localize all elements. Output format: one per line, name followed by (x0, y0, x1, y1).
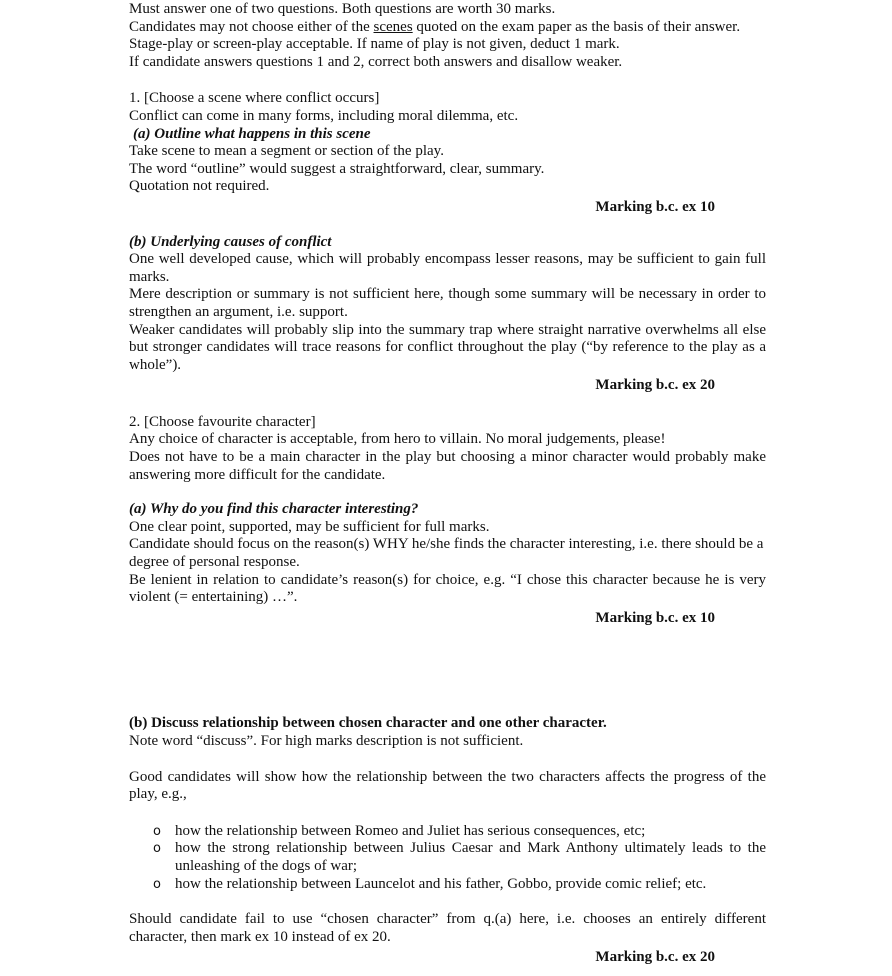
instruction-line: Stage-play or screen-play acceptable. If name of play is not given, deduct 1 mark. (129, 36, 620, 53)
instruction-line: Candidates may not choose either of the scenes quoted on the exam paper as the basis of their answer. (129, 18, 741, 35)
guidance-para: One well developed cause, which will probably encompass lesser reasons, may be sufficient to gain full marks. (129, 251, 766, 285)
examples-list (129, 823, 766, 893)
question-heading: 2. [Choose favourite character] (129, 413, 316, 430)
part-b (129, 234, 766, 395)
guidance-para: Be lenient in relation to candidate’s reason(s) for choice, e.g. “I chose this character because he is very violent (= entertaining) …”. (129, 571, 766, 606)
marking-scheme-page (129, 0, 766, 967)
part-b-title: (b) Underlying causes of conflict (129, 233, 332, 250)
question-heading: 1. [Choose a scene where conflict occurs] (129, 90, 380, 107)
guidance-para: Weaker candidates will probably slip into the summary trap where straight narrative overwhelms all else but stronger candidates will trace reasons for conflict throughout the play (“by reference to the play as a whole”). (129, 321, 766, 373)
guidance-line: Quotation not required. (129, 178, 270, 195)
question-note: Any choice of character is acceptable, from hero to villain. No moral judgements, please! (129, 431, 666, 448)
part-a-title: (a) Outline what happens in this scene (133, 125, 371, 142)
marking-label: Marking b.c. ex 20 (595, 949, 715, 966)
underlined-word: scenes (373, 18, 413, 35)
question-1 (129, 90, 766, 395)
list-item: o how the relationship between Launcelot and his father, Gobbo, provide comic relief; etc. (153, 875, 707, 892)
marking-label: Marking b.c. ex 10 (595, 609, 715, 626)
question-note: Conflict can come in many forms, including moral dilemma, etc. (129, 107, 519, 124)
guidance-line: Take scene to mean a segment or section of the play. (129, 143, 444, 160)
list-item: o how the relationship between Romeo and Juliet has serious consequences, etc; (153, 822, 646, 839)
general-instructions (129, 1, 766, 71)
marking-label: Marking b.c. ex 10 (595, 198, 715, 215)
question-2 (129, 414, 766, 967)
guidance-para: Should candidate fail to use “chosen character” from q.(a) here, i.e. chooses an entirely different character, then mark ex 10 instead of ex 20. (129, 911, 766, 945)
circle-bullet-icon: o (153, 876, 161, 892)
list-item: o how the strong relationship between Julius Caesar and Mark Anthony ultimately leads to the unleashing of the dogs of war; (153, 840, 766, 874)
guidance-para: Mere description or summary is not sufficient here, though some summary will be necessary in order to strengthen an argument, i.e. support. (129, 286, 766, 320)
part-a (129, 501, 766, 627)
part-a-title: (a) Why do you find this character interesting? (129, 501, 419, 518)
part-b (129, 715, 766, 967)
circle-bullet-icon: o (153, 823, 161, 839)
marking-label: Marking b.c. ex 20 (595, 377, 715, 394)
guidance-line: Note word “discuss”. For high marks description is not sufficient. (129, 733, 524, 749)
guidance-para: Candidate should focus on the reason(s) WHY he/she finds the character interesting, i.e. there should be a degree of personal response. (129, 536, 764, 571)
guidance-para: Good candidates will show how the relationship between the two characters affects the progress of the play, e.g., (129, 768, 766, 803)
question-note: Does not have to be a main character in the play but choosing a minor character would probably make answering more difficult for the candidate. (129, 449, 766, 483)
instruction-line: Must answer one of two questions. Both questions are worth 30 marks. (129, 1, 556, 17)
instruction-line: If candidate answers questions 1 and 2, correct both answers and disallow weaker. (129, 53, 623, 70)
guidance-para: One clear point, supported, may be sufficient for full marks. (129, 518, 490, 535)
circle-bullet-icon: o (153, 841, 161, 857)
guidance-line: The word “outline” would suggest a straightforward, clear, summary. (129, 160, 545, 177)
part-b-title: (b) Discuss relationship between chosen character and one other character. (129, 715, 607, 732)
